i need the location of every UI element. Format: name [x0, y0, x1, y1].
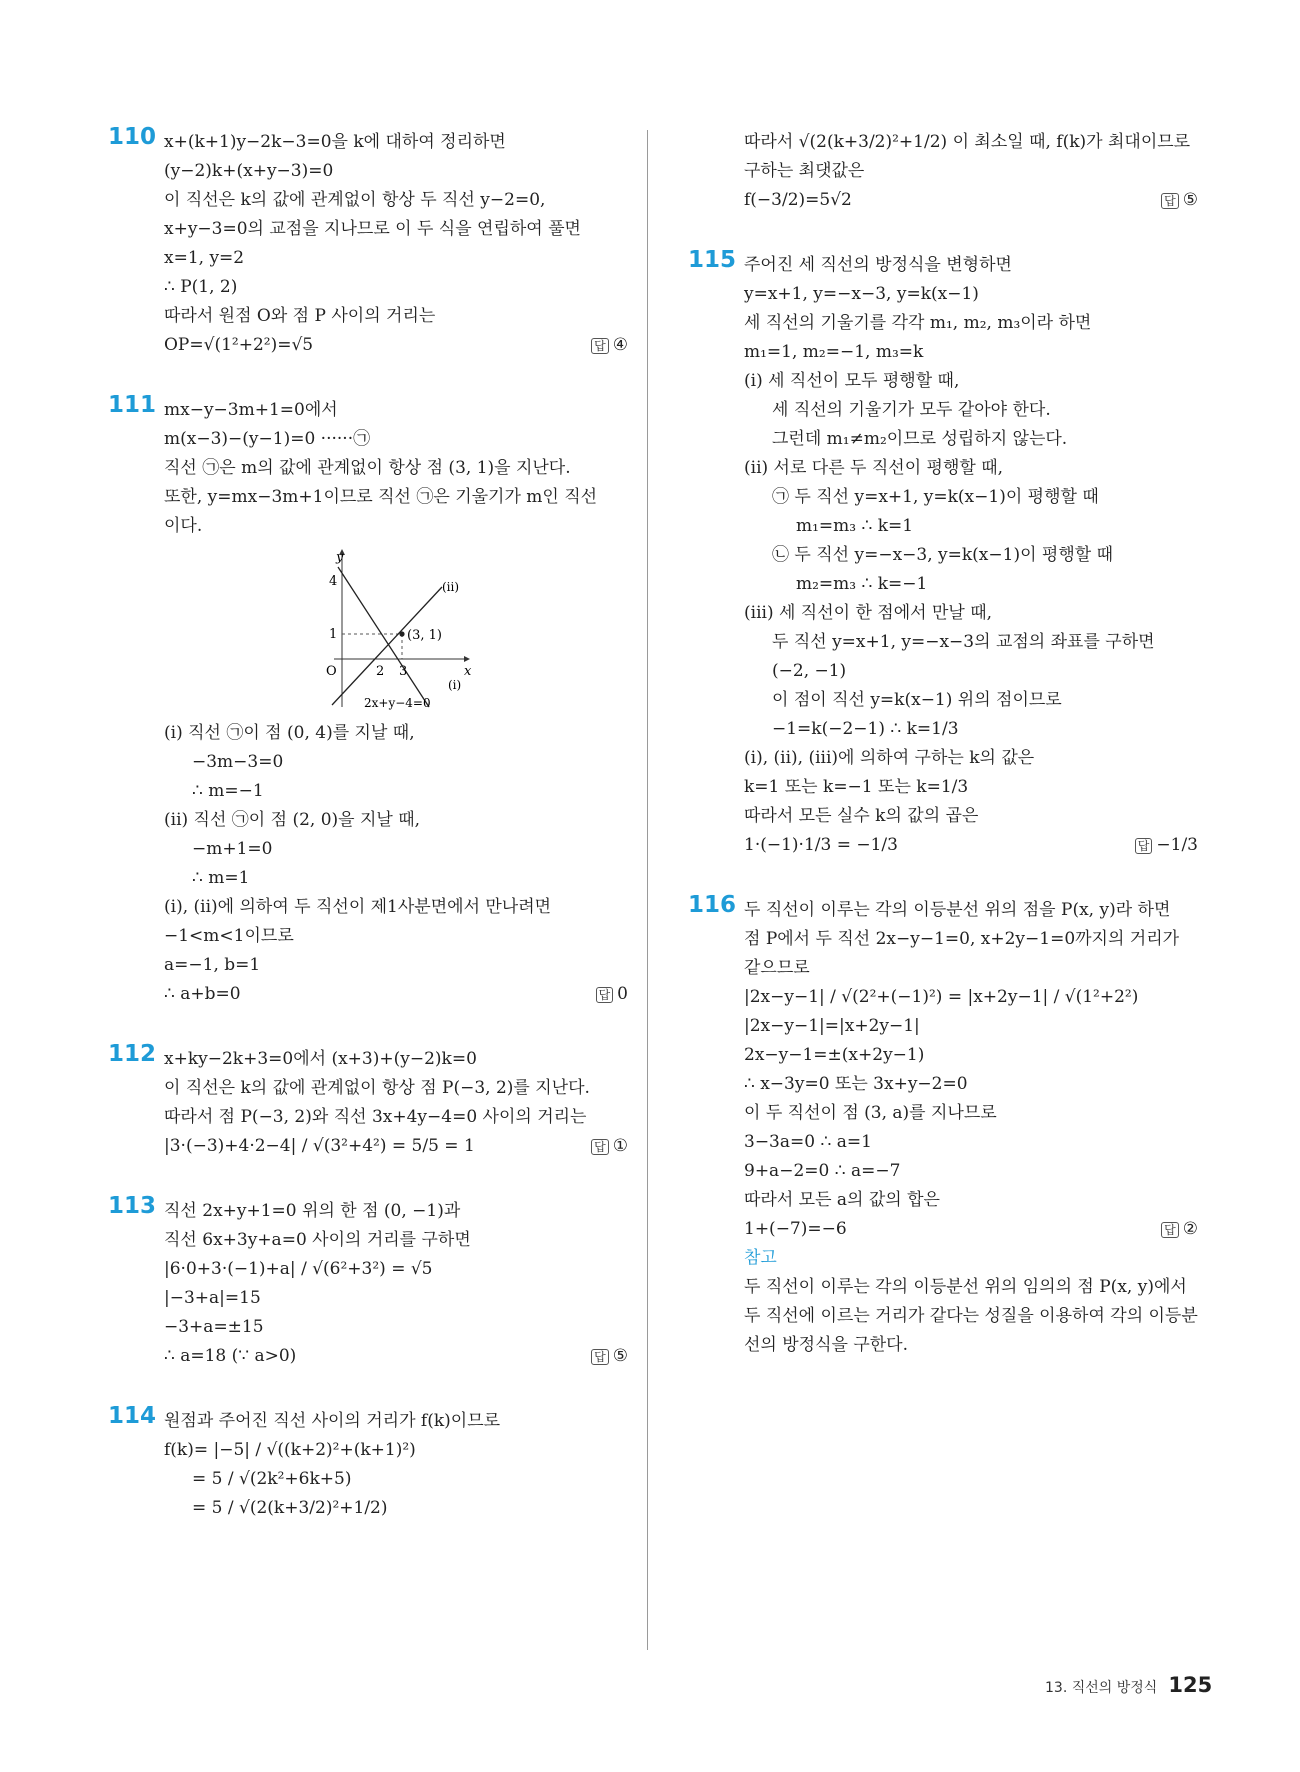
- solution-line: |−3+a|=15: [164, 1288, 261, 1308]
- solution-line: 이 직선은 k의 값에 관계없이 항상 점 P(−3, 2)를 지난다.: [164, 1078, 590, 1098]
- origin-label: O: [326, 664, 337, 679]
- answer-mark: [1161, 1215, 1198, 1244]
- point-3-1: [399, 631, 404, 636]
- chapter-title: 13. 직선의 방정식: [1045, 1680, 1158, 1696]
- product: 1·(−1)·1/3 = −1/3: [744, 835, 898, 855]
- solution-line: 직선 2x+y+1=0 위의 한 점 (0, −1)과: [164, 1201, 461, 1221]
- solution-line: 직선 ㉠은 m의 값에 관계없이 항상 점 (3, 1)을 지난다.: [164, 458, 571, 478]
- solution-line: 따라서 점 P(−3, 2)와 직선 3x+4y−4=0 사이의 거리는: [164, 1107, 587, 1127]
- conclusion: ∴ a+b=0: [164, 984, 241, 1004]
- line-i-label: (i): [448, 678, 462, 692]
- answer-value: ①: [612, 1136, 628, 1156]
- solution-line: a=−1, b=1: [164, 955, 261, 975]
- note-title: 참고: [744, 1248, 777, 1268]
- answer-mark: [1135, 831, 1198, 860]
- solution-line: −m+1=0: [192, 839, 273, 859]
- solution-line: 따라서 모든 실수 k의 값의 곱은: [744, 806, 979, 826]
- solution-line: [164, 331, 628, 360]
- sum: 1+(−7)=−6: [744, 1219, 847, 1239]
- solution-line: (−2, −1): [772, 661, 847, 681]
- solution-line: (iii) 세 직선이 한 점에서 만날 때,: [744, 603, 993, 623]
- solution-line: x+y−3=0의 교점을 지나므로 이 두 식을 연립하여 풀면: [164, 219, 581, 239]
- solution-line: 따라서 모든 a의 값의 합은: [744, 1190, 940, 1210]
- conclusion: ∴ a=18 (∵ a>0): [164, 1346, 297, 1366]
- problem-115: [688, 247, 1198, 860]
- page-number: 125: [1168, 1673, 1213, 1697]
- solution-line: 또한, y=mx−3m+1이므로 직선 ㉠은 기울기가 m인 직선: [164, 487, 598, 507]
- solution-line: [744, 831, 1198, 860]
- answer-icon: 답: [591, 338, 609, 354]
- left-column: [108, 124, 628, 1559]
- solution-line: f(k)= |−5| / √((k+2)²+(k+1)²): [164, 1440, 416, 1460]
- solution-line: mx−y−3m+1=0에서: [164, 400, 338, 420]
- solution-line: −3+a=±15: [164, 1317, 264, 1337]
- solution-line: 직선 6x+3y+a=0 사이의 거리를 구하면: [164, 1230, 471, 1250]
- solution-line: ∴ m=−1: [192, 781, 264, 801]
- answer-value: −1/3: [1156, 835, 1198, 855]
- solution-line: (i) 세 직선이 모두 평행할 때,: [744, 371, 960, 391]
- solution-line: 이 두 직선이 점 (3, a)를 지나므로: [744, 1103, 997, 1123]
- solution-line: (i), (ii)에 의하여 두 직선이 제1사분면에서 만나려면: [164, 897, 552, 917]
- solution-line: k=1 또는 k=−1 또는 k=1/3: [744, 777, 969, 797]
- solution-line: 3−3a=0 ∴ a=1: [744, 1132, 872, 1152]
- solution-line: |6·0+3·(−1)+a| / √(6²+3²) = √5: [164, 1259, 433, 1279]
- solution-line: ㉠ 두 직선 y=x+1, y=k(x−1)이 평행할 때: [772, 487, 1099, 507]
- distance-formula: OP=√(1²+2²)=√5: [164, 335, 314, 355]
- answer-icon: 답: [591, 1349, 609, 1365]
- solution-line: 세 직선의 기울기가 모두 같아야 한다.: [772, 400, 1051, 420]
- solution-line: (i) 직선 ㉠이 점 (0, 4)를 지날 때,: [164, 723, 415, 743]
- solution-line: [744, 186, 1198, 215]
- distance-formula: |3·(−3)+4·2−4| / √(3²+4²) = 5/5 = 1: [164, 1136, 475, 1156]
- solution-line: = 5 / √(2k²+6k+5): [192, 1469, 352, 1489]
- solution-line: ∴ x−3y=0 또는 3x+y−2=0: [744, 1074, 968, 1094]
- solution-line: −1=k(−2−1) ∴ k=1/3: [772, 719, 959, 739]
- solution-line: 따라서 원점 O와 점 P 사이의 거리는: [164, 306, 436, 326]
- solution-line: [164, 1342, 628, 1371]
- equation-label: 2x+y−4=0: [364, 696, 431, 710]
- answer-mark: [1161, 186, 1198, 215]
- solution-line: 세 직선의 기울기를 각각 m₁, m₂, m₃이라 하면: [744, 313, 1092, 333]
- solution-line: m₁=1, m₂=−1, m₃=k: [744, 342, 924, 362]
- solution-line: 같으므로: [744, 958, 810, 978]
- tick-3: 3: [399, 664, 408, 679]
- solution-line: 점 P에서 두 직선 2x−y−1=0, x+2y−1=0까지의 거리가: [744, 929, 1180, 949]
- answer-icon: 답: [1135, 838, 1153, 854]
- answer-mark: [596, 980, 628, 1009]
- page-footer: [1045, 1673, 1212, 1697]
- right-column: [688, 128, 1198, 1396]
- solution-line: y=x+1, y=−x−3, y=k(x−1): [744, 284, 979, 304]
- problem-113: [108, 1193, 628, 1371]
- solution-line: 2x−y−1=±(x+2y−1): [744, 1045, 925, 1065]
- solution-line: −3m−3=0: [192, 752, 284, 772]
- answer-value: ④: [612, 335, 628, 355]
- answer-value: ⑤: [1182, 190, 1198, 210]
- answer-icon: 답: [1161, 1222, 1179, 1238]
- answer-icon: 답: [1161, 193, 1179, 209]
- solution-line: 9+a−2=0 ∴ a=−7: [744, 1161, 901, 1181]
- solution-line: 따라서 √(2(k+3/2)²+1/2) 이 최소일 때, f(k)가 최대이므로: [744, 132, 1191, 152]
- solution-line: |2x−y−1|=|x+2y−1|: [744, 1016, 920, 1036]
- solution-line: 구하는 최댓값은: [744, 161, 865, 181]
- solution-line: 두 직선 y=x+1, y=−x−3의 교점의 좌표를 구하면: [772, 632, 1155, 652]
- solution-line: |2x−y−1| / √(2²+(−1)²) = |x+2y−1| / √(1²+2²): [744, 987, 1139, 1007]
- solution-line: ∴ m=1: [192, 868, 250, 888]
- solution-line: = 5 / √(2(k+3/2)²+1/2): [192, 1498, 388, 1518]
- problem-number: 114: [108, 1403, 157, 1429]
- solution-line: −1<m<1이므로: [164, 926, 294, 946]
- problem-number: 115: [688, 247, 737, 273]
- line-ii-label: (ii): [442, 580, 460, 594]
- solution-line: 이 직선은 k의 값에 관계없이 항상 두 직선 y−2=0,: [164, 190, 546, 210]
- line-ii: [332, 587, 442, 705]
- solution-line: m(x−3)−(y−1)=0 ······㉠: [164, 429, 371, 449]
- solution-line: x+(k+1)y−2k−3=0을 k에 대하여 정리하면: [164, 132, 506, 152]
- column-divider: [647, 130, 648, 1650]
- line-graph: [314, 547, 484, 711]
- problem-number: 112: [108, 1041, 157, 1067]
- solution-line: 원점과 주어진 직선 사이의 거리가 f(k)이므로: [164, 1411, 501, 1431]
- solution-line: [164, 1132, 628, 1161]
- note-line: 두 직선에 이르는 거리가 같다는 성질을 이용하여 각의 이등분: [744, 1306, 1198, 1326]
- y-axis-label: y: [336, 550, 344, 565]
- problem-number: 116: [688, 892, 737, 918]
- answer-mark: [591, 1132, 628, 1161]
- problem-112: [108, 1041, 628, 1161]
- note-line: 선의 방정식을 구한다.: [744, 1335, 909, 1355]
- tick-2: 2: [376, 664, 385, 679]
- solution-line: [164, 980, 628, 1009]
- solution-line: 이 점이 직선 y=k(x−1) 위의 점이므로: [772, 690, 1062, 710]
- answer-value: ⑤: [612, 1346, 628, 1366]
- solution-line: 두 직선이 이루는 각의 이등분선 위의 점을 P(x, y)라 하면: [744, 900, 1171, 920]
- solution-line: m₁=m₃ ∴ k=1: [796, 516, 914, 536]
- solution-line: [744, 1215, 1198, 1244]
- solution-line: 주어진 세 직선의 방정식을 변형하면: [744, 255, 1012, 275]
- solution-line: m₂=m₃ ∴ k=−1: [796, 574, 928, 594]
- solution-line: ㉡ 두 직선 y=−x−3, y=k(x−1)이 평행할 때: [772, 545, 1114, 565]
- problem-111: [108, 392, 628, 1009]
- problem-number: 111: [108, 392, 157, 418]
- problem-number: 110: [108, 124, 157, 150]
- answer-mark: [591, 331, 628, 360]
- solution-line: x+ky−2k+3=0에서 (x+3)+(y−2)k=0: [164, 1049, 477, 1069]
- x-axis-label: x: [464, 664, 472, 679]
- solution-line: (y−2)k+(x+y−3)=0: [164, 161, 334, 181]
- problem-114-continued: [688, 128, 1198, 215]
- note-line: 두 직선이 이루는 각의 이등분선 위의 임의의 점 P(x, y)에서: [744, 1277, 1187, 1297]
- answer-mark: [591, 1342, 628, 1371]
- problem-number: 113: [108, 1193, 157, 1219]
- answer-icon: 답: [596, 987, 614, 1003]
- tick-1: 1: [329, 627, 338, 642]
- problem-114: [108, 1403, 628, 1523]
- max-value: f(−3/2)=5√2: [744, 190, 852, 210]
- answer-value: ②: [1182, 1219, 1198, 1239]
- solution-line: (ii) 직선 ㉠이 점 (2, 0)을 지날 때,: [164, 810, 421, 830]
- solution-line: ∴ P(1, 2): [164, 277, 238, 297]
- answer-value: 0: [617, 984, 628, 1004]
- answer-icon: 답: [591, 1139, 609, 1155]
- problem-110: [108, 124, 628, 360]
- solution-line: x=1, y=2: [164, 248, 245, 268]
- x-axis-arrow: [464, 656, 470, 662]
- solution-line: 이다.: [164, 516, 203, 536]
- solution-line: (i), (ii), (iii)에 의하여 구하는 k의 값은: [744, 748, 1035, 768]
- tick-4: 4: [329, 574, 338, 589]
- point-label: (3, 1): [407, 628, 442, 643]
- problem-116: [688, 892, 1198, 1360]
- solution-line: (ii) 서로 다른 두 직선이 평행할 때,: [744, 458, 1004, 478]
- solution-line: 그런데 m₁≠m₂이므로 성립하지 않는다.: [772, 429, 1068, 449]
